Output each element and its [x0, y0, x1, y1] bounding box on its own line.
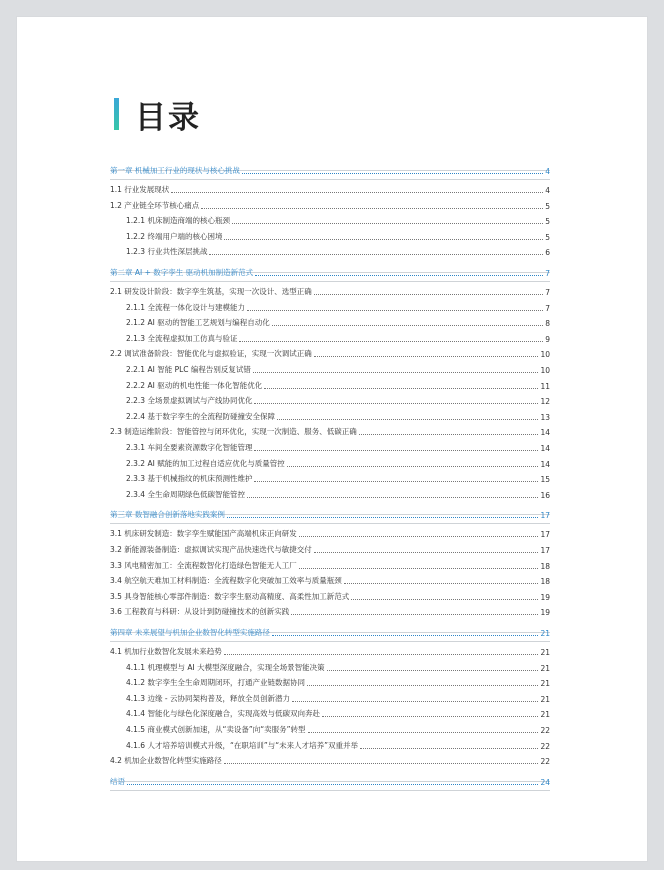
toc-entry-label: 第二章 AI + 数字孪生 驱动机加制造新范式: [110, 268, 254, 277]
toc-entry-label: 3.4 航空航天难加工材料制造：全流程数字化突破加工效率与质量瓶颈: [110, 576, 342, 586]
toc-page-number: 8: [545, 319, 550, 329]
toc-page-number: 14: [540, 428, 550, 438]
toc-page-number: 10: [540, 366, 550, 375]
toc-page-number: 18: [540, 577, 550, 587]
toc-page-number: 12: [540, 397, 550, 407]
toc-page-number: 6: [545, 248, 550, 258]
toc-entry-label: 2.2.3 全场景虚拟调试与产线协同优化: [126, 396, 253, 406]
toc-entry-label: 1.2 产业链全环节核心痛点: [110, 200, 200, 210]
toc-entry-label: 第四章 未来展望与机加企业数智化转型实施路径: [110, 628, 270, 637]
toc-subsection-entry[interactable]: [110, 692, 550, 704]
dot-leader: [232, 223, 543, 224]
toc-subsection-entry[interactable]: [110, 394, 550, 406]
dot-leader: [314, 552, 539, 553]
toc-entry-label: 4.1.5 商业模式创新加速，从“卖设备”向“卖服务”转型: [126, 725, 306, 734]
document-page: [16, 16, 648, 862]
toc-chapter-entry[interactable]: [110, 508, 550, 520]
toc-section-entry[interactable]: [110, 527, 550, 539]
dot-leader: [314, 356, 539, 357]
toc-entry-label: 3.6 工程教育与科研：从设计到防碰撞技术的创新实践: [110, 607, 290, 617]
toc-subsection-entry[interactable]: [110, 316, 550, 328]
toc-chapter-entry[interactable]: [110, 266, 550, 278]
toc-entry-label: 3.5 具身智能核心零部件制造：数字孪生驱动高精度、高柔性加工新范式: [110, 591, 350, 601]
dot-leader: [239, 341, 543, 342]
dot-leader: [247, 310, 543, 311]
dot-leader: [224, 654, 539, 655]
toc-entry-label: 2.2 调试准备阶段：智能优化与虚拟验证，实现一次调试正确: [110, 349, 312, 359]
toc-page-number: 9: [545, 334, 550, 344]
toc-page-number: 22: [540, 726, 550, 735]
toc-page-number: 22: [540, 741, 550, 751]
dot-leader: [242, 173, 543, 174]
toc-subsection-entry[interactable]: [110, 214, 550, 226]
chapter-separator-bottom: [110, 179, 550, 180]
toc-subsection-entry[interactable]: [110, 441, 550, 453]
toc-subsection-entry[interactable]: [110, 363, 550, 375]
toc-subsection-entry[interactable]: [110, 245, 550, 257]
toc-entry-label: 1.2.1 机床制造商端的核心瓶颈: [126, 216, 230, 226]
toc-section-entry[interactable]: [110, 285, 550, 297]
toc-entry-label: 4.1.3 边缘 - 云协同架构普及，释放全员创新潜力: [126, 693, 290, 703]
toc-page-number: 21: [540, 648, 550, 657]
toc-subsection-entry[interactable]: [110, 457, 550, 469]
toc-subsection-entry[interactable]: [110, 661, 550, 673]
toc-subsection-entry[interactable]: [110, 332, 550, 344]
toc-entry-label: 2.1 研发设计阶段：数字孪生筑基，实现一次设计、选型正确: [110, 287, 312, 296]
toc-entry-label: 2.3.1 车间全要素资源数字化智能管理: [126, 443, 253, 452]
toc-entry-label: 2.1.2 AI 驱动的智能工艺规划与编程自动化: [126, 318, 270, 328]
dot-leader: [272, 325, 544, 326]
toc-subsection-entry[interactable]: [110, 301, 550, 313]
title-accent-bar: [114, 98, 119, 130]
dot-leader: [264, 388, 538, 389]
toc-entry-label: 2.3.3 基于机械指纹的机床预测性维护: [126, 474, 253, 484]
toc-subsection-entry[interactable]: [110, 488, 550, 500]
toc-entry-label: 4.1 机加行业数智化发展未来趋势: [110, 647, 222, 656]
toc-page-number: 16: [540, 490, 550, 500]
chapter-separator-bottom: [110, 790, 550, 791]
toc-section-entry[interactable]: [110, 590, 550, 602]
toc-entry-label: 2.3.2 AI 赋能的加工过程自适应优化与质量管控: [126, 458, 285, 468]
toc-entry-label: 第三章 数智融合创新落地实践案例: [110, 510, 225, 520]
dot-leader: [127, 784, 538, 785]
dot-leader: [344, 583, 539, 584]
toc-section-entry[interactable]: [110, 754, 550, 766]
toc-subsection-entry[interactable]: [110, 723, 550, 735]
toc-entry-label: 3.2 新能源装备制造：虚拟调试实现产品快速迭代与敏捷交付: [110, 545, 312, 554]
toc-page-number: 17: [540, 546, 550, 555]
dot-leader: [322, 716, 538, 717]
toc-entry-label: 2.1.3 全流程虚拟加工仿真与验证: [126, 333, 238, 343]
toc-page-number: 21: [540, 710, 550, 720]
toc-page-number: 24: [540, 777, 550, 787]
toc-page-number: 14: [540, 459, 550, 469]
dot-leader: [255, 275, 543, 276]
toc-page-number: 18: [540, 561, 550, 571]
dot-leader: [253, 372, 539, 373]
toc-page-number: 10: [540, 350, 550, 360]
toc-subsection-entry[interactable]: [110, 739, 550, 751]
toc-page-number: 15: [540, 475, 550, 485]
toc-entry-label: 2.2.1 AI 智能 PLC 编程告别反复试错: [126, 365, 251, 374]
toc-subsection-entry[interactable]: [110, 707, 550, 719]
toc-entry-label: 第一章 机械加工行业的现状与核心挑战: [110, 166, 240, 175]
toc-page-number: 19: [540, 608, 550, 618]
toc-entry-label: 2.2.4 基于数字孪生的全流程防碰撞安全保障: [126, 411, 275, 421]
toc-page-number: 21: [540, 679, 550, 689]
dot-leader: [314, 294, 543, 295]
toc-section-entry[interactable]: [110, 605, 550, 617]
toc-entry-label: 3.1 机床研发制造：数字孪生赋能国产高端机床正向研发: [110, 529, 297, 539]
toc-subsection-entry[interactable]: [110, 230, 550, 242]
dot-leader: [227, 517, 539, 518]
toc-entry-label: 结语: [110, 776, 125, 786]
toc-page-number: 13: [540, 412, 550, 422]
toc-entry-label: 3.3 风电精密加工：全流程数智化打造绿色智能无人工厂: [110, 560, 297, 570]
toc-subsection-entry[interactable]: [110, 472, 550, 484]
dot-leader: [272, 635, 539, 636]
toc-section-entry[interactable]: [110, 183, 550, 195]
chapter-separator-bottom: [110, 523, 550, 524]
toc-page-number: 17: [540, 511, 550, 521]
toc-entry-label: 4.1.1 机理模型与 AI 大模型深度融合，实现全场景智能决策: [126, 662, 325, 672]
dot-leader: [277, 419, 538, 420]
toc-page-number: 7: [545, 288, 550, 297]
page-title: 目录: [135, 100, 201, 136]
toc-entry-label: 1.1 行业发展现状: [110, 185, 170, 194]
toc-page-number: 21: [540, 663, 550, 673]
dot-leader: [224, 239, 543, 240]
toc-page-number: 21: [540, 629, 550, 638]
toc-entry-label: 2.2.2 AI 驱动的机电性能一体化智能优化: [126, 380, 263, 390]
toc-subsection-entry[interactable]: [110, 410, 550, 422]
toc-section-entry[interactable]: [110, 574, 550, 586]
toc-subsection-entry[interactable]: [110, 379, 550, 391]
dot-leader: [359, 434, 539, 435]
toc-entry-label: 4.1.4 智能化与绿色化深度融合，实现高效与低碳双向奔赴: [126, 709, 320, 719]
dot-leader: [171, 192, 543, 193]
toc-page-number: 5: [545, 232, 550, 242]
dot-leader: [308, 732, 539, 733]
toc-entry-label: 2.3 制造运维阶段：智能管控与闭环优化，实现一次制造、服务、低碳正确: [110, 427, 357, 437]
toc-page-number: 5: [545, 217, 550, 227]
toc-section-entry[interactable]: [110, 199, 550, 211]
toc-entry-label: 4.2 机加企业数智化转型实施路径: [110, 756, 222, 766]
dot-leader: [351, 599, 538, 600]
chapter-separator-bottom: [110, 281, 550, 282]
toc-page-number: 5: [545, 201, 550, 211]
dot-leader: [292, 701, 539, 702]
toc-section-entry[interactable]: [110, 425, 550, 437]
toc-page-number: 4: [545, 167, 550, 176]
dot-leader: [299, 568, 539, 569]
dot-leader: [307, 685, 538, 686]
toc-entry-label: 2.1.1 全流程一体化设计与建模能力: [126, 302, 245, 312]
toc-page-number: 4: [545, 186, 550, 195]
dot-leader: [224, 763, 539, 764]
toc-page-number: 19: [540, 592, 550, 602]
dot-leader: [254, 403, 538, 404]
toc-section-entry[interactable]: [110, 347, 550, 359]
chapter-separator-bottom: [110, 641, 550, 642]
dot-leader: [201, 208, 543, 209]
toc-subsection-entry[interactable]: [110, 676, 550, 688]
dot-leader: [360, 748, 538, 749]
dot-leader: [327, 670, 539, 671]
toc-page-number: 21: [540, 694, 550, 704]
toc-page-number: 17: [540, 530, 550, 540]
toc-entry-label: 4.1.2 数字孪生全生命周期闭环，打通产业链数据协同: [126, 678, 305, 688]
toc-entry-label: 1.2.2 终端用户端的核心困境: [126, 231, 223, 241]
dot-leader: [287, 466, 539, 467]
toc-chapter-entry[interactable]: [110, 164, 550, 176]
dot-leader: [209, 254, 543, 255]
dot-leader: [299, 536, 539, 537]
dot-leader: [247, 497, 538, 498]
toc-page-number: 11: [540, 381, 550, 391]
dot-leader: [291, 614, 538, 615]
toc-page-number: 22: [540, 757, 550, 767]
toc-entry-label: 4.1.6 人才培养培训模式升级，“在职培训”与“未来人才培养”双重并举: [126, 740, 359, 750]
toc-section-entry[interactable]: [110, 645, 550, 657]
toc-chapter-entry[interactable]: [110, 626, 550, 638]
toc-section-entry[interactable]: [110, 559, 550, 571]
toc-page-number: 14: [540, 444, 550, 453]
dot-leader: [254, 450, 538, 451]
toc-entry-label: 2.3.4 全生命周期绿色低碳智能管控: [126, 489, 245, 499]
toc-section-entry[interactable]: [110, 543, 550, 555]
toc-entry-label: 1.2.3 行业共性深层挑战: [126, 247, 208, 257]
toc-page-number: 7: [545, 269, 550, 278]
toc-chapter-entry[interactable]: [110, 775, 550, 787]
dot-leader: [254, 481, 538, 482]
toc-page-number: 7: [545, 303, 550, 313]
